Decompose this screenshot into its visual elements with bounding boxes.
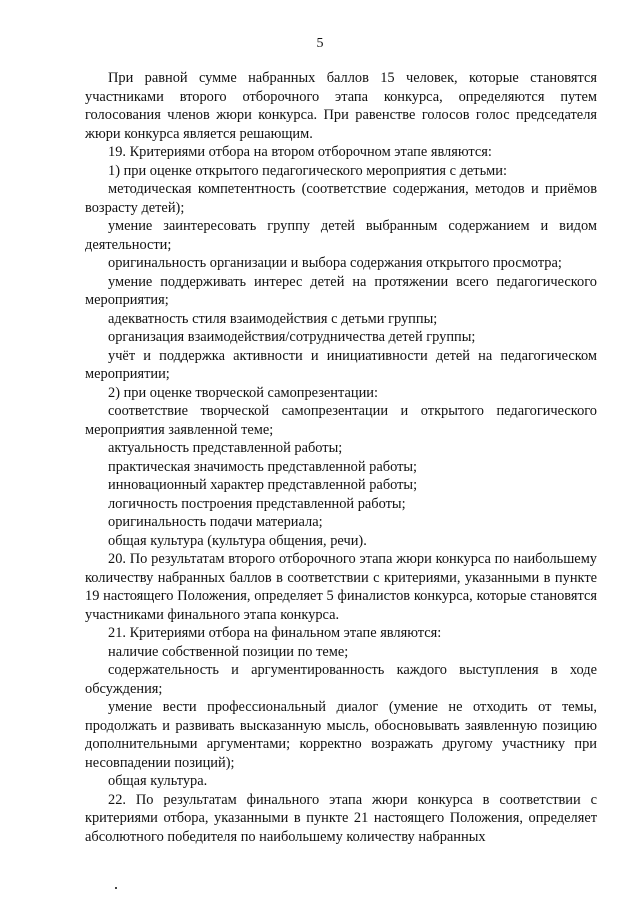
paragraph: умение поддерживать интерес детей на протяжении всего педагогического мероприятия; (85, 273, 597, 308)
paragraph: 1) при оценке открытого педагогического мероприятия с детьми: (108, 162, 507, 179)
scan-speck (115, 887, 117, 889)
paragraph: умение вести профессиональный диалог (умение не отходить от темы, продолжать и развивать высказанную мысль, обосновывать заявленную позицию дополнительными аргументами; корректно возражать другому участнику при несовпадении позиций); (85, 699, 597, 771)
paragraph: общая культура. (108, 773, 208, 789)
paragraph: общая культура (культура общения, речи). (108, 532, 367, 549)
paragraph: методическая компетентность (соответствие содержания, методов и приёмов возрасту детей); (85, 181, 597, 216)
paragraph: 2) при оценке творческой самопрезентации: (108, 384, 378, 401)
document-body (85, 69, 597, 846)
paragraph: адекватность стиля взаимодействия с детьми группы; (108, 310, 438, 327)
paragraph: организация взаимодействия/сотрудничества детей группы; (108, 329, 476, 345)
paragraph: оригинальность подачи материала; (108, 514, 323, 530)
page-number: 5 (316, 36, 324, 51)
paragraph: оригинальность организации и выбора содержания открытого просмотра; (108, 255, 562, 271)
paragraph: При равной сумме набранных баллов 15 человек, которые становятся участниками второго отборочного этапа конкурса, определяются путем голосования членов жюри конкурса. При равенстве голосов голос председателя жюри конкурса является решающим. (85, 70, 597, 142)
paragraph: 21. Критериями отбора на финальном этапе являются: (108, 625, 442, 641)
paragraph: соответствие творческой самопрезентации и открытого педагогического мероприятия заявленной теме; (85, 403, 597, 438)
paragraph: логичность построения представленной работы; (108, 495, 406, 512)
paragraph: содержательность и аргументированность каждого выступления в ходе обсуждения; (85, 662, 597, 697)
paragraph: практическая значимость представленной работы; (108, 458, 418, 475)
paragraph: 19. Критериями отбора на втором отборочном этапе являются: (108, 144, 492, 160)
paragraph: актуальность представленной работы; (108, 440, 343, 456)
paragraph: умение заинтересовать группу детей выбранным содержанием и видом деятельности; (85, 218, 597, 253)
paragraph: наличие собственной позиции по теме; (108, 643, 349, 660)
paragraph: 22. По результатам финального этапа жюри конкурса в соответствии с критериями отбора, указанными в пункте 21 настоящего Положения, определяет абсолютного победителя по наибольшему количеству набранных (85, 791, 597, 845)
paragraph: 20. По результатам второго отборочного этапа жюри конкурса по наибольшему количеству набранных баллов в соответствии с критериями, указанными в пункте 19 настоящего Положения, определяет 5 финалистов конкурса, которые становятся участниками финального этапа конкурса. (85, 551, 597, 623)
paragraph: инновационный характер представленной работы; (108, 477, 418, 493)
paragraph: учёт и поддержка активности и инициативности детей на педагогическом мероприятии; (85, 347, 597, 382)
